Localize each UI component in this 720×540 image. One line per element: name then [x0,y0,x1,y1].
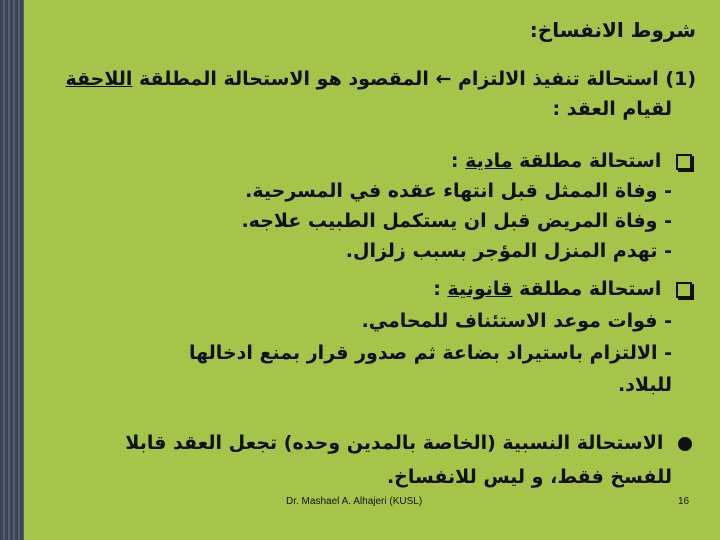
relative-line1 [125,432,692,454]
material-heading-text: استحالة مطلقة [512,150,662,172]
side-stripes-decoration [0,0,24,540]
item1-line2: لقيام العقد : [552,98,672,120]
material-heading-underlined: مادية [465,150,513,172]
round-bullet-icon [678,437,692,451]
legal-example-1: - فوات موعد الاستئناف للمحامي. [361,310,672,332]
slide [24,0,720,540]
legal-heading-colon: : [433,278,441,300]
legal-example-3: للبلاد. [617,374,672,396]
legal-example-2: - الالتزام باستيراد بضاعة ثم صدور قرار بمنع ادخالها [189,342,672,364]
material-heading-colon: : [450,150,459,172]
page-number: 16 [678,496,690,507]
material-heading [451,150,692,172]
item1-text-before: استحالة تنفيذ الالتزام [451,68,659,90]
item1-number: (1) [665,68,696,90]
arrow-icon: ← [435,68,452,90]
footer-author: Dr. Mashael A. Alhajeri (KUSL) [286,496,423,507]
item1-line1 [65,68,696,90]
relative-text-1: الاستحالة النسبية (الخاصة بالمدين وحده) تجعل العقد قابلا [125,432,664,454]
material-example-2: - وفاة المريض قبل ان يستكمل الطبيب علاجه. [241,210,672,232]
checkbox-bullet-icon [676,154,692,170]
legal-heading [433,278,692,300]
item1-underlined: اللاحقة [65,68,133,90]
relative-line2: للفسخ فقط، و ليس للانفساخ. [386,466,672,488]
slide-title: شروط الانفساخ: [529,18,696,42]
material-example-1: - وفاة الممثل قبل انتهاء عقده في المسرحية. [245,180,672,202]
checkbox-bullet-icon [676,282,692,298]
legal-heading-text: استحالة مطلقة [512,278,662,300]
legal-heading-underlined: قانونية [447,278,513,300]
material-example-3: - تهدم المنزل المؤجر بسبب زلزال. [345,240,672,262]
item1-text-mid: المقصود هو الاستحالة المطلقة [132,68,429,90]
